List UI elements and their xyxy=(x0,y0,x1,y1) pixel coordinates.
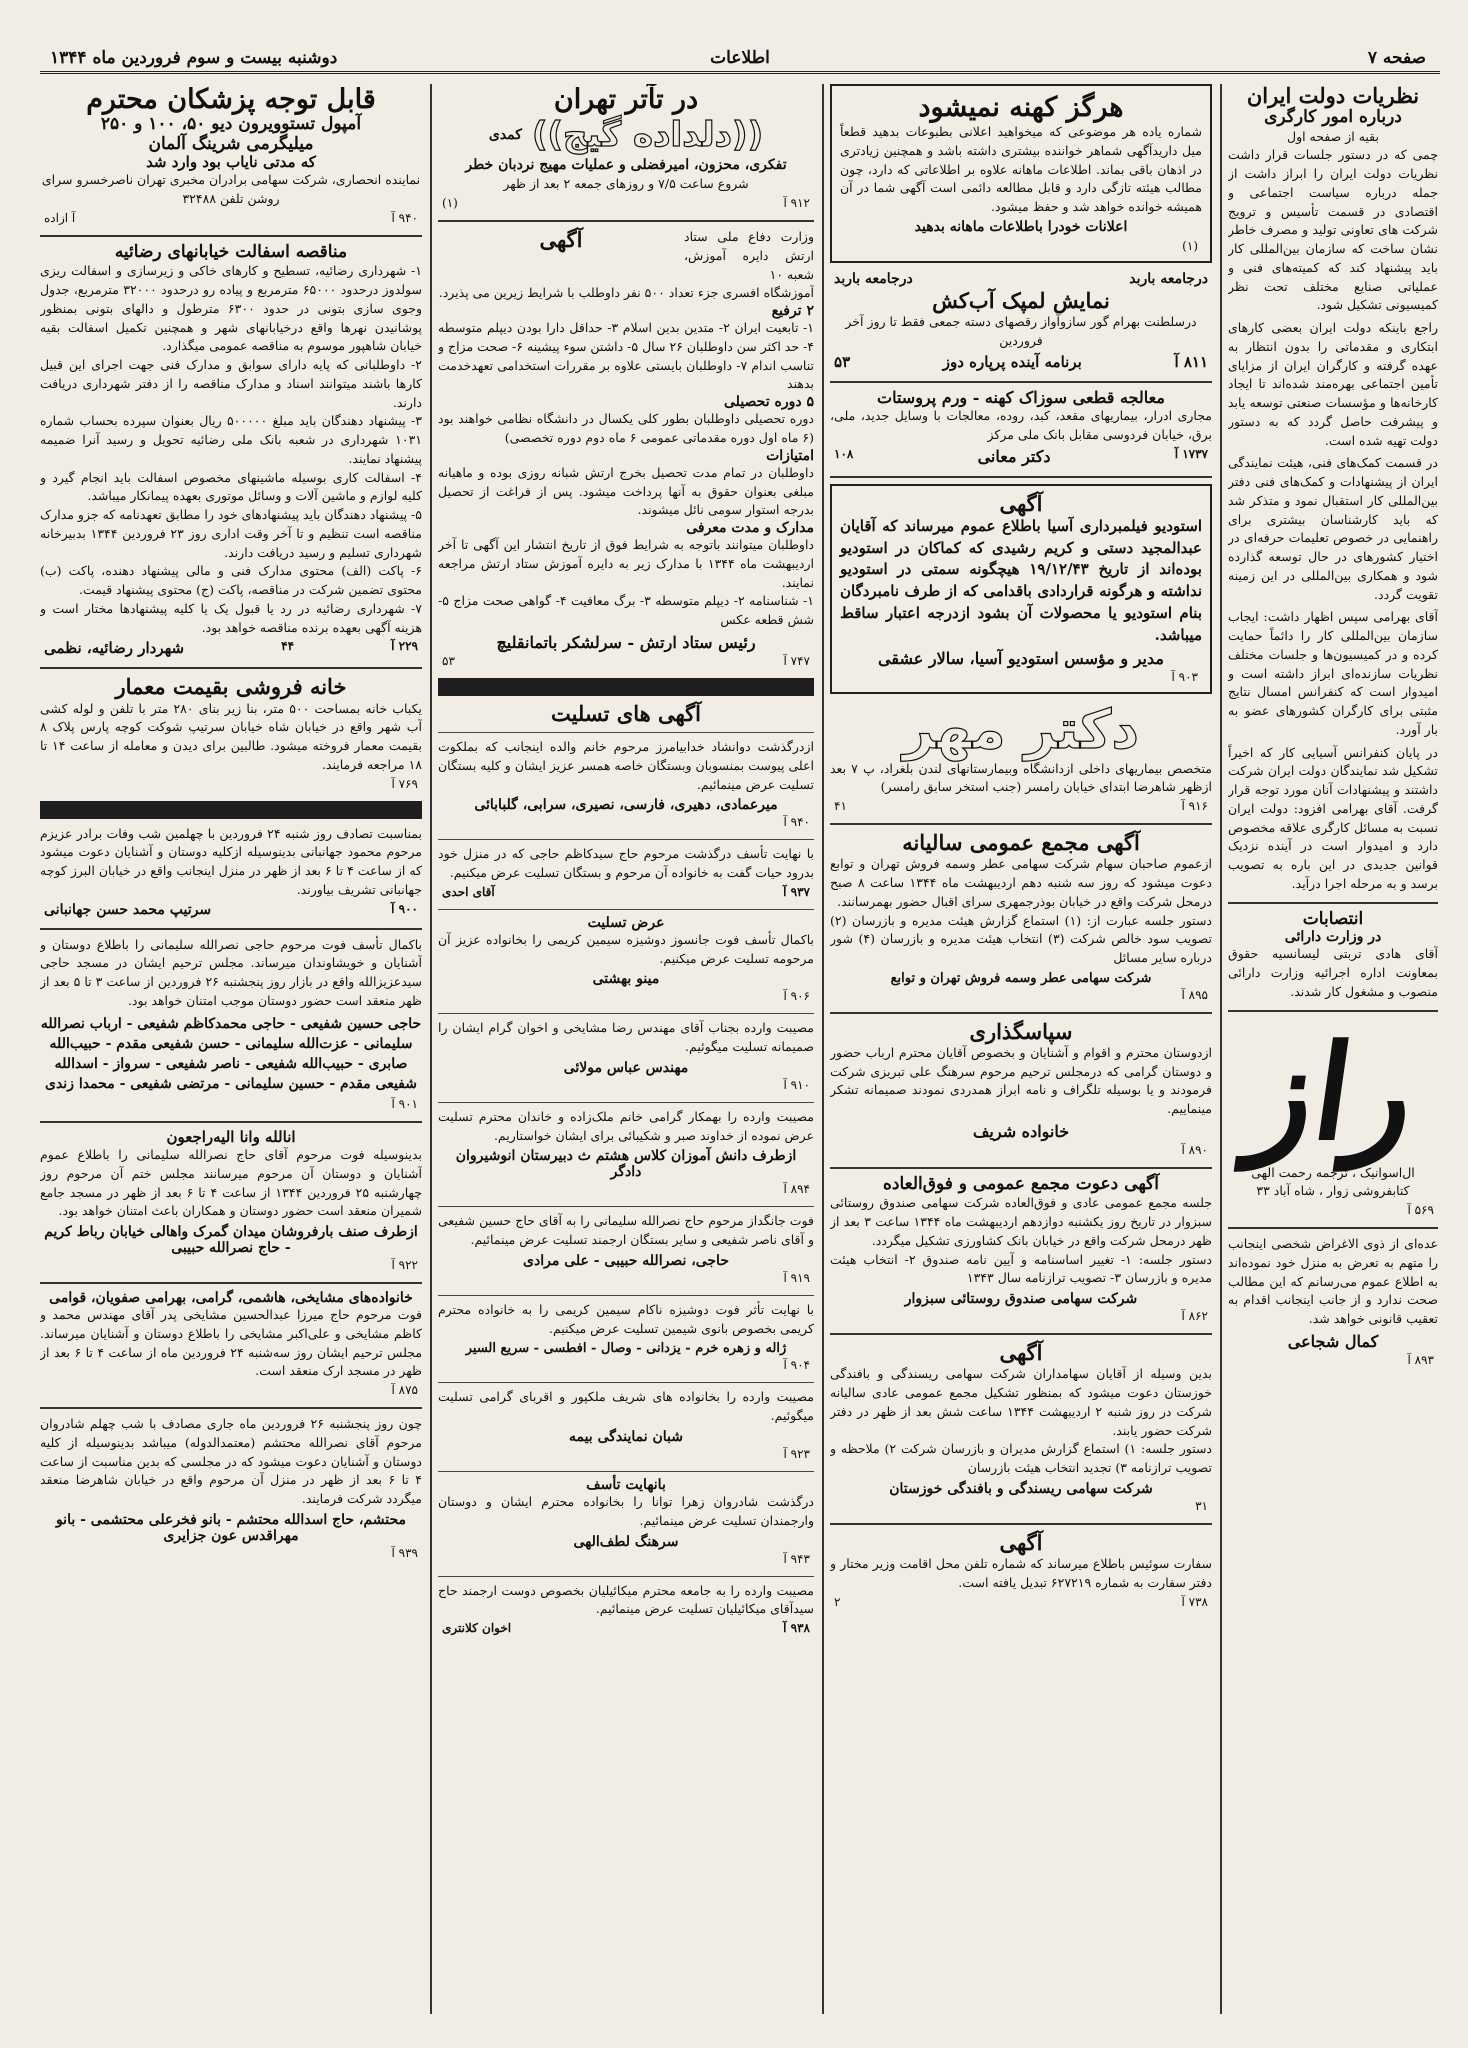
signature: میرعمادی، دهیری، فارسی، نصیری، سرابی، گلبابائی xyxy=(474,797,778,814)
ad-code: ۸۹۰ آ xyxy=(1181,1142,1208,1157)
ad-number: ۴۱ xyxy=(834,799,847,814)
column-4 xyxy=(40,84,422,2014)
ad-code: ۹۳۷ آ xyxy=(783,884,810,899)
venue-tags xyxy=(830,269,1212,289)
paragraph: ۷- شهرداری رضائیه در رد یا قبول یک یا کلیه پیشنهادها مختار است و هزینه آگهی بعهده برنده مناقصه خواهد بود. xyxy=(40,600,422,635)
ad-meta xyxy=(830,986,1212,1004)
column-3 xyxy=(438,84,814,2014)
ad-meta xyxy=(438,1076,814,1094)
ad-text: فوت مرحوم حاج میرزا عبدالحسین مشایخی پدر آقای مهندس محمد و کاظم مشایخی و علی‌اکبر مشایخی را باطلاع دوستان و آشنایان میرساند. مجلس ترحیم ایشان روز سه‌شنبه ۲۴ فروردین ماه از ساعت ۴ تا ۶ بعد از ظهر در مسجد ارک منعقد است. xyxy=(40,1307,422,1379)
genre-tag: کمدی xyxy=(488,127,522,144)
ad-text: درگذشت شادروان زهرا توانا را بخانواده محترم ایشان و دوستان وارجمندان تسلیت عرض مینمائیم. xyxy=(438,1494,814,1528)
ad-text: با نهایت تأثر فوت دوشیزه ناکام سیمین کریمی را به خانواده محترم کریمی بخصوص بانوی شیمین تسلیت عرض میکنیم. xyxy=(438,1301,814,1336)
cast: تفکری، محزون، امیرفضلی و عملیات مهیج نردبان خطر xyxy=(465,157,787,174)
paragraph: در قسمت کمک‌های فنی، هیئت نمایندگی ایران از پیشنهادات و کمک‌های فنی دفتر بین‌المللی کار استقبال نمود و متذکر شد که باید کارشناسان بیشتری برای راهنمایی در خصوص تعلیمات حرفه‌ای در اختیار کشورهای در حال توسعه گذارده شود و همکاری بین‌المللی در این زمینه تقویت گردد. xyxy=(1228,455,1438,602)
play-title-row xyxy=(438,115,814,155)
ad-meta xyxy=(438,1269,814,1287)
ad-code: ۸۷۵ آ xyxy=(391,1383,418,1398)
tender-ad xyxy=(40,243,422,660)
ad-code: ۵۶۹ آ xyxy=(1407,1203,1434,1218)
ad-title: مناقصه اسفالت خیابانهای رضائیه xyxy=(114,241,348,262)
ad-text: مصیبت وارده بجناب آقای مهندس رضا مشایخی و اخوان گرام ایشان را صمیمانه تسلیت میگوئیم. xyxy=(438,1020,814,1055)
book-logo: راز xyxy=(1241,1015,1425,1169)
conditions-list: ۱- تابعیت ایران ۲- متدین بدین اسلام ۳- حداقل دارا بودن دیپلم متوسطه ۴- حد اکثر سن داوطلبان ۲۶ سال ۵- داشتن سوء پیشینه ۶- صحت مزاج و تناسب اندام ۷- داوطلبان بایستی علاوه بر مقررات استخدامی تعهدخدمت بدهند xyxy=(438,320,814,392)
signature: مهندس عباس مولائی xyxy=(563,1059,689,1076)
ad-meta xyxy=(40,209,422,227)
ad-text: مصیبت وارده را به جامعه محترم میکائیلیان بخصوص دوست ارجمند حاج سیدآقای میکائیلیان تسلیت عرض مینمائیم. xyxy=(438,1582,814,1617)
ad-title: آگهی xyxy=(999,490,1043,516)
embassy-ad xyxy=(830,1531,1212,1611)
signature: آقای احدی xyxy=(442,884,495,899)
ad-number: ۱۰۸ xyxy=(834,446,854,461)
ad-text: مصیبت وارده را بهمکار گرامی خانم ملک‌زاده و خاندان محترم تسلیت عرض نموده از خداوند صبر و شکیبائی برای ایشان خواستاریم. xyxy=(438,1108,814,1143)
section-subtitle: در وزارت دارائی xyxy=(1284,929,1382,946)
condolence-ad xyxy=(438,1388,814,1463)
signature: مدیر و مؤسس استودیو آسیا، سالار عشقی xyxy=(878,649,1164,669)
condolence-ad xyxy=(438,1301,814,1375)
signature: ازطرف صنف بارفروشان میدان گمرک واهالی خیابان رباط کریم - حاج نصرالله حبیبی xyxy=(44,1224,418,1257)
signature: مینو بهشتی xyxy=(592,971,660,988)
ad-code: ۹۴۳ آ xyxy=(783,1551,810,1566)
divider xyxy=(830,1333,1212,1335)
section-heading: ۵ دوره تحصیلی xyxy=(724,394,814,411)
memorial-ad xyxy=(40,1290,422,1399)
article-subtitle: درباره امور کارگری xyxy=(1264,107,1402,128)
divider xyxy=(830,1167,1212,1169)
ad-code: ۸۱۱ آ xyxy=(1174,352,1208,371)
army-header xyxy=(438,228,814,284)
ad-text: مجاری ادرار، بیماریهای مقعد، کبد، روده، معالجات با وسایل جدید، ملی، برق، خیابان فردوسی مقابل بانک ملی مرکز xyxy=(830,408,1212,442)
ad-code: ۹۲۲ آ xyxy=(391,1258,418,1273)
ad-title: بانهایت تأسف xyxy=(586,1476,666,1493)
ad-meta xyxy=(40,1256,422,1274)
divider xyxy=(1228,1227,1438,1229)
venue-tag: درجامعه باربد xyxy=(1129,271,1208,288)
ad-code: ۹۳۸ آ xyxy=(783,1621,810,1636)
ad-title: آگهی مجمع عمومی سالیانه xyxy=(902,830,1140,856)
ad-meta xyxy=(840,668,1202,686)
section-heading: مدارک و مدت معرفی xyxy=(686,520,814,537)
condolence-ad xyxy=(438,1582,814,1638)
ad-code: ۹۱۹ آ xyxy=(783,1270,810,1285)
ad-text: عده‌ای از ذوی الاغراض شخصی اینجانب را متهم به تعرض به منزل خود نموده‌اند به اطلاع عموم می‌رسانم که این مطالب صحت ندارد و از جانب اینجانب اقدام به تعقیب قانونی خواهد شد. xyxy=(1228,1236,1438,1327)
signature: خانواده شریف xyxy=(972,1121,1070,1141)
column-rule xyxy=(822,84,824,2014)
annual-meeting-ad xyxy=(830,831,1212,1004)
extraordinary-meeting-ad xyxy=(830,1175,1212,1325)
condolence-ad xyxy=(438,738,814,831)
divider xyxy=(40,667,422,669)
divider xyxy=(830,823,1212,825)
ad-meta xyxy=(830,351,1212,373)
ad-meta xyxy=(438,1619,814,1637)
ad-meta xyxy=(830,445,1212,468)
ad-code: ۹۳۹ آ xyxy=(391,1545,418,1560)
memorial-ad xyxy=(40,1415,422,1562)
play-ad xyxy=(438,84,814,212)
ad-title: دکتر مهر xyxy=(902,698,1140,762)
signature: شهردار رضائیه، نظمی xyxy=(44,639,185,658)
ad-meta xyxy=(438,194,814,212)
thanks-ad xyxy=(830,1020,1212,1159)
condolence-ad xyxy=(438,1477,814,1568)
ad-meta xyxy=(830,1141,1212,1159)
monthly-ad xyxy=(830,84,1212,263)
signature: رئیس ستاد ارتش - سرلشکر باتمانقلیچ xyxy=(496,632,756,652)
ad-code: ۲۲۹ آ xyxy=(391,639,418,654)
memorial-ad xyxy=(40,825,422,920)
ad-code: ۹۴۰ آ xyxy=(783,815,810,830)
ad-meta xyxy=(40,900,422,920)
signature: شرکت سهامی صندوق روستائی سبزوار xyxy=(904,1291,1138,1308)
ad-meta xyxy=(438,1356,814,1374)
black-band xyxy=(438,678,814,696)
ad-text: استودیو فیلمبرداری آسیا باطلاع عموم میرساند که آقایان عبدالمجید دستی و کریم رشیدی که کماکان در استودیو بوده‌اند از تاریخ ۱۹/۱۲/۴۳ هیچگونه سمتی در استودیو نداشته و هرگونه قراردادی باقدامی که از طرف نامبردگان بنام استودیو یا محصولات آن بشود ازدرجه اعتبار ساقط میباشد. xyxy=(840,516,1202,644)
paragraph: آقای بهرامی سپس اظهار داشت: ایجاب سازمان بین‌المللی کار را دائماً حمایت کرده و در کمیسیون‌ها و جلسات مختلف نظریات سازنده‌ای ابراز داشته است و امیدوار است که کنفرانس امسال نتایج مثبتی برای کارگران کشورهای عضو به بار آورد. xyxy=(1228,609,1438,737)
section-heading: امتیازات xyxy=(766,447,814,464)
ad-title: آگهی xyxy=(999,1529,1043,1555)
ad-text: چون روز پنجشنبه ۲۶ فروردین ماه جاری مصادف با شب چهلم شادروان مرحوم آقای نصرالله محتشم (معتمدالدوله) میباشد بدینوسیله از کلیه دوستان و آشنایان دعوت میشود که در مجلسی که بدین مناسبت از ساعت ۴ تا ۶ بعد از ظهر در منزل آن مرحوم واقع در خیابان شاهرضا منعقد میگردد شرکت فرمایند. xyxy=(40,1416,422,1507)
ad-meta xyxy=(840,237,1202,255)
paragraph: داوطلبان میتوانند باتوجه به شرایط فوق از تاریخ انتشار این آگهی تا آخر اردیبهشت ماه ۱۳۴۴ با مدارک زیر به دایره آموزش ستاد ارتش مراجعه نمایند. xyxy=(438,537,814,590)
doctor-ad xyxy=(830,389,1212,468)
program: برنامه آینده پرپاره دوز xyxy=(942,352,1082,371)
organization: وزارت دفاع ملی ستاد ارتش دایره آموزش، شعبه ۱۰ xyxy=(684,229,814,282)
condolence-ad xyxy=(438,915,814,1006)
paragraph: ۲- داوطلبانی که پایه دارای سوابق و مدارک فنی جهت اجرای این قبیل کارها باشند میتوانند اسناد و مدارک مناقصه را از دفتر شهرداری دریافت دارند. xyxy=(40,357,422,410)
divider xyxy=(830,381,1212,383)
ad-meta xyxy=(1228,1351,1438,1369)
ad-meta xyxy=(830,1593,1212,1611)
paragraph: ۳- پیشنهاد دهندگان باید مبلغ ۵۰۰۰۰۰ ریال بعنوان سپرده بحساب شماره ۱۰۳۱ شهرداری در شعبه بانک ملی رضائیه تحویل و رسید آنرا ضمیمه پیشنهاد نمایند. xyxy=(40,413,422,466)
ad-number: آ ازاده xyxy=(44,210,76,225)
ad-text: فوت جانگداز مرحوم حاج نصرالله سلیمانی را به آقای حاج حسین شفیعی و آقای ناصر شفیعی و سایر بستگان ارجمند تسلیت عرض مینمائیم. xyxy=(438,1213,814,1248)
ad-text: یکباب خانه بمساحت ۵۰۰ متر، بنا زیر بنای ۲۸۰ متر با تلفن و لوله کشی آب شهر واقع در خیابان شاه خیابان سرتیپ شوکت کوچه پارس پلاک ۸ بقیمت معمار فروخته میشود. طالبین برای دیدن و معامله از ساعت ۱۴ تا ۱۸ مراجعه فرمایند. xyxy=(40,700,422,772)
venue-tag: درجامعه باربد xyxy=(834,271,913,288)
signature: سرهنگ لطف‌الهی xyxy=(573,1533,679,1550)
divider xyxy=(40,235,422,237)
condolence-ad xyxy=(438,1019,814,1094)
pharma-ad xyxy=(40,84,422,227)
ad-number: ۵۳ xyxy=(834,352,851,371)
divider xyxy=(438,1576,814,1577)
divider xyxy=(438,732,814,733)
signature: کمال شجاعی xyxy=(1287,1331,1379,1351)
ad-line: آمپول تستوویرون دیو ۵۰، ۱۰۰ و ۲۵۰ xyxy=(100,114,362,135)
paragraph: آقای هادی تربتی لیسانسیه حقوق بمعاونت اداره اجرائیه وزارت دارائی منصوب و مشغول کار شدند. xyxy=(1228,946,1438,999)
divider xyxy=(1228,1010,1438,1012)
column-rule xyxy=(430,84,432,2014)
section-heading: ۲ ترفیع xyxy=(771,303,814,320)
paragraph: چمی که در دستور جلسات قرار داشت نظریات دولت ایران را ابراز داشت از جمله درباره سیاست اجتماعی و اقتصادی در قسمت تأسیس و ترویج شرکت های تعاونی تولید و مصرف خاطر نشان ساخت که سازمان بین‌المللی کار باید پیشنهاد کند که کمیته‌های فنی و عملیاتی صنایع مختلف تحت نظر کمیسیونی تشکیل شود. xyxy=(1228,147,1438,313)
paragraph: راجع باینکه دولت ایران بعضی کارهای ابتکاری و مقدماتی را بدون انتظار به عهده گرفته و کارگران ایران از مزایای تأمین اجتماعی بهره‌مند شده‌اند تا ایجاد کارخانه‌ها و مؤسسات صنعتی توسعه یابد و پیشرفت حاصل گردد که به دستور دولت تهیه شده است. xyxy=(1228,320,1438,448)
ad-title: آگهی xyxy=(999,1340,1043,1366)
agenda: دستور جلسه: ۱- تغییر اساسنامه و آیین نامه صندوق ۲- انتخاب هیئت مدیره و بازرسان ۳- تصویب ترازنامه سال ۱۳۴۳ xyxy=(830,1251,1212,1286)
ad-line: میلیگرمی شرینگ آلمان xyxy=(148,133,314,154)
divider xyxy=(438,220,814,222)
paragraph: ۶- پاکت (الف) محتوی مدارک فنی و مالی پیشنهاد دهنده، پاکت (ب) محتوی تضمین شرکت در مناقصه، پاکت (ج) محتوی پیشنهاد قیمت. xyxy=(40,563,422,598)
ad-code: ۹۴۰ آ xyxy=(391,210,418,225)
theater-show-ad xyxy=(830,269,1212,373)
ad-title: عرض تسلیت xyxy=(587,914,665,931)
divider xyxy=(438,1206,814,1207)
divider xyxy=(40,1282,422,1284)
condolence-ad xyxy=(438,845,814,901)
ad-code: ۸۹۳ آ xyxy=(1407,1352,1434,1367)
ad-text: بمناسبت تصادف روز شنبه ۲۴ فروردین با چهلمین شب وفات برادر عزیزم مرحوم محمود جهانبانی بدینوسیله ازکلیه دوستان و آشنایان دعوت میشود که از ساعت ۴ تا ۶ بعد از ظهر در منزل اینجانب واقع در خیابان البرز کوچه جهانبانی تشریف بیاورند. xyxy=(40,825,422,897)
ad-text: جلسه مجمع عمومی عادی و فوق‌العاده شرکت سهامی صندوق روستائی سبزوار در تاریخ روز یکشنبه دوازدهم اردیبهشت ماه ۱۳۴۴ ساعت ۳ بعد از ظهر درمحل شرکت واقع در خیابان بانک کشاورزی تشکیل میگردد. xyxy=(830,1195,1212,1248)
paragraph: دوره تحصیلی داوطلبان بطور کلی یکسال در دانشگاه نظامی خواهند بود (۶ ماه اول دوره مقدماتی عمومی ۶ ماه دوم دوره تخصصی) xyxy=(438,411,814,446)
agenda: دستور جلسه: ۱) استماع گزارش مدیران و بازرسان شرکت ۲) ملاحظه و تصویب ترازنامه ۳) تجدید انتخاب هیئت بازرسان xyxy=(830,1441,1212,1476)
ad-code: ۸۹۵ آ xyxy=(1181,987,1208,1002)
ad-meta xyxy=(438,883,814,901)
paragraph: ۵- پیشنهاد دهندگان باید پیشنهادهای خود را مطابق تعهدنامه که جزو مدارک مناقصه است تنظیم و تا آخر وقت اداری روز ۲۳ فروردین ۱۳۴۴ بدبیرخانه شهرداری تسلیم و رسید دریافت دارند. xyxy=(40,507,422,560)
divider xyxy=(830,476,1212,478)
ad-code: ۹۰۴ آ xyxy=(783,1358,810,1373)
newspaper-name: اطلاعات xyxy=(710,48,770,68)
ad-text: متخصص بیماریهای داخلی ازدانشگاه وبیمارستانهای لندن بلغراد، پ ۷ بعد ازظهر شاهرضا ابتدای خیابان رامسر (جنب استخر سابق رامسر) xyxy=(830,760,1212,795)
signature: شبان نمایندگی بیمه xyxy=(568,1428,684,1445)
signature: ژاله و زهره خرم - یزدانی - وصال - افطسی - سریع السیر xyxy=(465,1341,787,1357)
ad-title: معالجه قطعی سوزاک کهنه - ورم پروستات xyxy=(877,387,1165,407)
ad-number: ۵۳ xyxy=(442,653,455,668)
ad-text: شماره یاده هر موضوعی که میخواهید اعلانی بطبوعات بدهید قطعاً میل داریدآگهی شماهر خواننده بیشتری داشته باشد و همچنین زیادتری در اذهان باقی بماند. اطلاعات ماهانه علاوه بر اطلاعاتی که دارد، چون مطالب هیئته تازگی دارد و قابل مطالعه دائمی است آگهی شما در آن همیشه خوانده خواهد شد و حفظ میشود. xyxy=(840,124,1202,215)
ad-title: آگهی xyxy=(539,227,583,253)
ad-code: ۷۳۸ آ xyxy=(1181,1594,1208,1609)
divider xyxy=(438,1295,814,1296)
ad-text: با نهایت تأسف درگذشت مرحوم حاج سیدکاظم حاجی که در منزل خود بدرود حیات گفت به خانواده آن مرحوم و بستگان تسلیت عرض میکنیم. xyxy=(438,846,814,881)
ad-number: ۲ xyxy=(834,1594,841,1609)
ad-code: ۹۰۶ آ xyxy=(783,989,810,1004)
condolence-ad xyxy=(438,1108,814,1199)
signature: شرکت سهامی ریسندگی و بافندگی خوزستان xyxy=(889,1480,1153,1497)
paragraph: ۱- شهرداری رضائیه، تسطیح و کارهای خاکی و زیرسازی و اسفالت ریزی سولدوز درحدود ۶۵۰۰۰ مترمربع و پیاده رو درحدود ۳۲۰۰۰ مترمربع، جدول وجوی سازی بتونی در حدود ۶۳۰۰ مترطول و دالهای بتونی بمنظور پوشانیدن نهرها واقع درخیابانهای شهر و همچنین تکمیل اسفالت بقیه خیابان شاهپور موسوم به مناقصه عمومی میگذارد. xyxy=(40,263,422,354)
column-1 xyxy=(1228,84,1438,2014)
ad-title: انالله وانا الیه‌راجعون xyxy=(166,1127,296,1146)
divider xyxy=(438,909,814,910)
ad-title: قابل توجه پزشکان محترم xyxy=(86,84,376,115)
ad-meta xyxy=(40,1544,422,1562)
raz-book-ad xyxy=(1228,1015,1438,1220)
ad-title: خانه فروشی بقیمت معمار xyxy=(115,674,347,700)
ad-title: آگهی دعوت مجمع عمومی و فوق‌العاده xyxy=(883,1173,1159,1194)
signature: محتشم، حاج اسدالله محتشم - بانو فخرعلی محتشمی - بانو مهراقدس عون جزایری xyxy=(55,1511,407,1544)
ad-text: ال‌اسوانیک ، ترجمه رحمت الهی کتابفروشی زوار ، شاه آباد ۳۳ xyxy=(1251,1164,1415,1199)
ad-meta xyxy=(830,1307,1212,1325)
play-name: ((دلداده گیج)) xyxy=(531,115,764,156)
paragraph: در پایان کنفرانس آسیایی کار که اخیراً تشکیل شد نمایندگان دولت ایران شرکت داشتند و پیشنهادات آنان مورد توجه قرار گرفت. آقای بهرامی افزود: دولت ایران نسبت به مسائل کارگری علاقه مخصوص دارد و امیدوار است در آینده نزدیک قوانین جدیدی در این باره به تصویب برسد و به مرحله اجرا درآید. xyxy=(1228,744,1438,891)
article-title: نظریات دولت ایران xyxy=(1246,84,1420,108)
divider xyxy=(438,1382,814,1383)
ad-title: هرگز کهنه نمیشود xyxy=(918,92,1124,123)
house-sale-ad xyxy=(40,675,422,792)
agenda: دستور جلسه عبارت از: (۱) استماع گزارش هیئت مدیره و بازرسان (۲) تصویب سود خالص شرکت (۳) انتخاب هیئت مدیره و بازرسان (۴) شور درباره سایر مسائل xyxy=(830,912,1212,966)
ad-meta xyxy=(40,1095,422,1113)
ad-meta xyxy=(40,637,422,659)
ad-text: باکمال تأسف فوت مرحوم حاجی نصرالله سلیمانی را باطلاع دوستان و آشنایان و خویشاوندان میرساند. مجلس ترحیم ایشان در مسجد حاجی سیدعزیزالله واقع در بازار روز پنجشنبه ۲۶ فروردین از ساعت ۳ تا ۵ بعد از ظهر منعقد است حضور دوستان موجب امتنان خواهد بود. xyxy=(40,936,422,1008)
ad-code: ۷۴۷ آ xyxy=(783,653,810,668)
ad-text: ازعموم صاحبان سهام شرکت سهامی عطر وسمه فروش تهران و توابع دعوت میشود که روز سه شنبه دهم اردیبهشت ماه ۱۳۴۴ ساعت ۸ صبح درمحل شرکت واقع در خیابان بوذرجمهری سرای اقبال حضور بهمرسانند. xyxy=(830,856,1212,909)
ad-text: نماینده انحصاری، شرکت سهامی برادران مخبری تهران ناصرخسرو سرای روشن تلفن ۳۲۴۸۸ xyxy=(41,172,421,207)
showtime: شروع ساعت ۷/۵ و روزهای جمعه ۲ بعد از ظهر xyxy=(503,176,749,192)
divider xyxy=(438,839,814,840)
khuzestan-ad xyxy=(830,1341,1212,1515)
ad-number: ۳۱ xyxy=(1195,1498,1208,1513)
divider xyxy=(830,1523,1212,1525)
ad-title: در تآتر تهران xyxy=(553,84,699,115)
ad-code: ۹۲۳ آ xyxy=(783,1446,810,1461)
ad-code: ۹۱۲ آ xyxy=(783,196,810,211)
ad-code: ۸۶۲ آ xyxy=(1181,1309,1208,1324)
ad-meta xyxy=(40,775,422,793)
ad-meta xyxy=(438,813,814,831)
appointments-section xyxy=(1228,910,1438,1002)
ad-line: که مدتی نایاب بود وارد شد xyxy=(146,153,316,172)
ad-meta xyxy=(438,652,814,670)
doctor-mehr-ad xyxy=(830,700,1212,815)
ad-code: ۹۰۱ آ xyxy=(391,1096,418,1111)
ad-code: ۹۰۳ آ xyxy=(1171,670,1198,685)
memorial-ad xyxy=(40,936,422,1113)
ad-meta xyxy=(1228,1201,1438,1219)
ad-title: خانواده‌های مشایخی، هاشمی، گرامی، بهرامی صفویان، قوامی xyxy=(49,1290,413,1307)
divider xyxy=(438,1102,814,1103)
ad-code: ۹۰۰ آ xyxy=(391,901,418,916)
ad-text: ازدرگذشت دوانشاد خدابیامرز مرحوم خانم والده اینجانب که بملکوت اعلی پیوست بمنسوبان وبستگان خاصه همسر عزیز ایشان و کلیه بستگان تسلیت عرض مینمائیم. xyxy=(438,739,814,792)
signature: اخوان کلانتری xyxy=(442,1621,512,1636)
ad-title: سپاسگذاری xyxy=(969,1018,1073,1044)
condolences-title: آگهی های تسلیت xyxy=(550,700,702,726)
issue-date: دوشنبه بیست و سوم فروردین ماه ۱۳۴۴ xyxy=(50,48,338,68)
ad-cta: اعلانات خودرا باطلاعات ماهانه بدهید xyxy=(914,218,1128,235)
signature: شرکت سهامی عطر وسمه فروش تهران و توابع xyxy=(890,970,1152,986)
doctor-name: دکتر معانی xyxy=(977,446,1051,466)
column-2 xyxy=(830,84,1212,2014)
ad-number: ۴۴ xyxy=(281,639,295,654)
divider xyxy=(438,1013,814,1014)
ad-code: ۹۱۰ آ xyxy=(783,1077,810,1092)
studio-ad xyxy=(830,484,1212,695)
notice-ad xyxy=(1228,1235,1438,1369)
signature: حاجی حسین شفیعی - حاجی محمدکاظم شفیعی - ارباب نصرالله سلیمانی - عزت‌الله سلیمانی - حسن شفیعی مقدم - حبیب‌الله صابری - حبیب‌الله شفیعی - ناصر شفیعی - سرواز - اسدالله شفیعی مقدم - حسین سلیمانی - مرتضی شفیعی - محمدا زندی xyxy=(40,1015,422,1093)
signature: ازطرف دانش آموزان کلاس هشتم ث دبیرستان انوشیروان دادگر xyxy=(455,1148,797,1181)
ad-code: ۱۷۳۷ آ xyxy=(1174,446,1208,461)
paragraph: داوطلبان در تمام مدت تحصیل بخرج ارتش شبانه روزی بوده و ماهیانه مبلغی بعنوان حقوق به آنها پرداخت میشود. پس از فراغت از تحصیل بدرجه استوار سومی نائل میشوند. xyxy=(438,464,814,518)
divider xyxy=(40,928,422,930)
divider xyxy=(438,1471,814,1472)
ad-meta xyxy=(438,1180,814,1198)
ad-text: باکمال تأسف فوت جانسوز دوشیزه سیمین کریمی را بخانواده عزیز آن مرحومه تسلیت عرض میکنیم. xyxy=(438,931,814,966)
ad-meta xyxy=(438,987,814,1005)
paragraph: ۴- اسفالت کاری بوسیله ماشینهای مخصوص اسفالت باید انجام گیرد و کلیه لوازم و ماشین آلات و وسائل موتوری بعهده پیمانکار میباشد. xyxy=(40,469,422,504)
ad-number: (۱) xyxy=(442,196,458,211)
condolence-ad xyxy=(438,1212,814,1287)
divider xyxy=(40,1121,422,1123)
signature: حاجی، نصرالله حبیبی - علی مرادی xyxy=(523,1252,729,1269)
masthead xyxy=(40,44,1440,74)
divider xyxy=(40,1407,422,1409)
ad-text: سفارت سوئیس باطلاع میرساند که شماره تلفن محل اقامت وزیر مختار و دفتر سفارت به شماره ۶۲۷۲۱۹ تبدیل یافته است. xyxy=(830,1556,1212,1590)
black-band xyxy=(40,801,422,819)
memorial-ad xyxy=(40,1129,422,1274)
ad-code: ۸۹۴ آ xyxy=(783,1182,810,1197)
ad-meta xyxy=(40,1381,422,1399)
ad-text: ازدوستان محترم و اقوام و آشنایان و بخصوص آقایان محترم ارباب حضور و دوستان گرامی که درمجلس ترحیم مرحوم سرهنگ علی تبریزی شرکت فرمودند و یا بوسیله تلگراف و نامه ابراز همدردی نمودند صمیمانه تشکر مینماییم. xyxy=(830,1044,1212,1117)
ad-meta xyxy=(438,1550,814,1568)
ad-text: بدین وسیله از آقایان سهامداران شرکت سهامی ریسندگی و بافندگی خوزستان دعوت میشود که بمنظور تشکیل مجمع عمومی عادی سالیانه شرکت در روز شنبه ۲ اردیبهشت ۱۳۴۴ ساعت شش بعد از ظهر در دفتر شرکت حضور یابند. xyxy=(830,1366,1212,1438)
ad-code: (۱) xyxy=(1182,239,1198,254)
ad-code: ۹۱۶ آ xyxy=(1181,799,1208,814)
section-title: انتصابات xyxy=(1302,908,1364,929)
ad-meta xyxy=(830,1497,1212,1515)
column-rule xyxy=(1220,84,1222,2014)
page-number: صفحه ۷ xyxy=(1367,48,1426,68)
continued-note: بقیه از صفحه اول xyxy=(1286,128,1379,144)
ad-code: ۷۶۹ آ xyxy=(391,776,418,791)
government-article xyxy=(1228,84,1438,894)
documents-list: ۱- شناسنامه ۲- دیپلم متوسطه ۳- برگ معافیت ۴- گواهی صحت مزاج ۵- شش قطعه عکس xyxy=(438,593,814,628)
ad-text: مصیبت وارده را بخانواده های شریف ملکپور و اقربای گرامی تسلیت میگوئیم. xyxy=(438,1389,814,1424)
army-recruitment-ad xyxy=(438,228,814,670)
ad-meta xyxy=(830,797,1212,815)
ad-text: بدینوسیله فوت مرحوم آقای حاج نصرالله سلیمانی را باطلاع عموم آشنایان و دوستان آن مرحوم میرسانند مجلس ختم آن مرحوم روز چهارشنبه ۲۵ فروردین ۱۳۴۴ از ساعت ۴ تا ۶ بعد از ظهر در مسجد جامع شمیران منعقد است حضور دوستان و همکاران باعث امتنان خواهد بود. xyxy=(40,1147,422,1219)
show-title: نمایش لمپک آب‌کش xyxy=(932,288,1110,314)
divider xyxy=(1228,902,1438,904)
signature: سرتیپ محمد حسن جهانبانی xyxy=(44,901,212,918)
divider xyxy=(830,1012,1212,1014)
show-text: درسلطنت بهرام گور سازوآواز رقصهای دسته جمعی فقط تا روز آخر فروردین xyxy=(845,314,1197,348)
ad-meta xyxy=(438,1445,814,1463)
ad-text: آموزشگاه افسری جزء تعداد ۵۰۰ نفر داوطلب با شرایط زیرین می پذیرد. xyxy=(438,285,814,301)
